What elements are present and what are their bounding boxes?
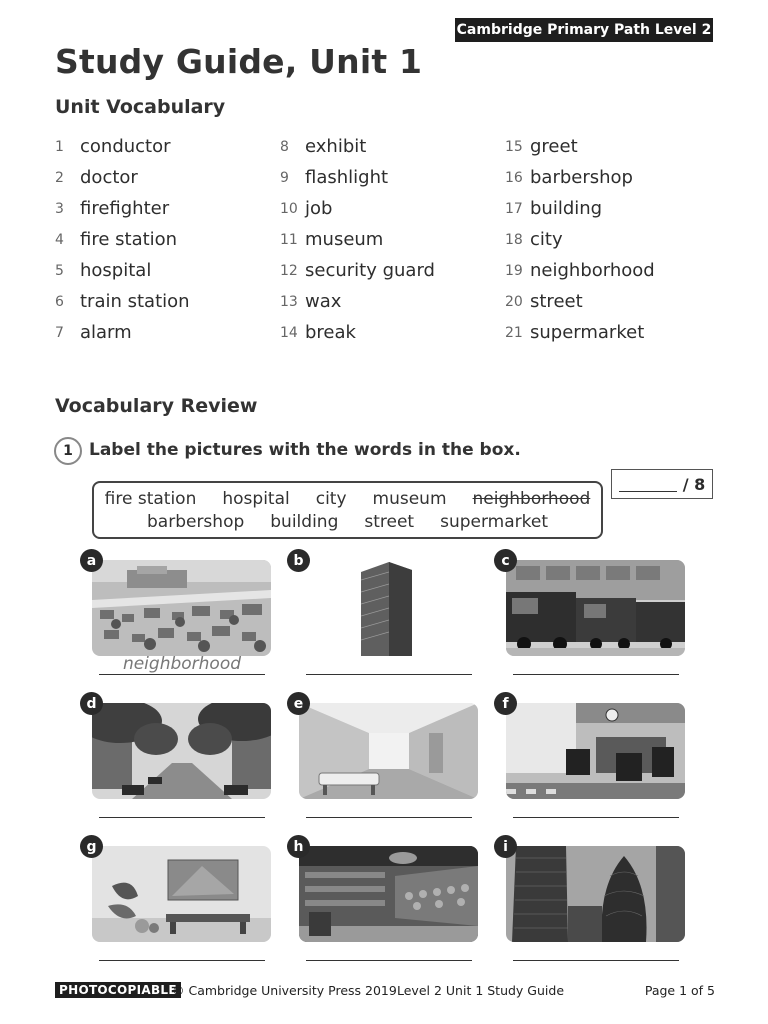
vocab-number: 19 — [505, 262, 523, 279]
vocab-number: 8 — [280, 138, 289, 155]
word-box-word: fire station — [104, 489, 197, 509]
vocab-word: supermarket — [530, 322, 645, 343]
vocab-word: wax — [305, 291, 342, 312]
vocab-item — [280, 317, 435, 348]
answer-line[interactable] — [306, 817, 472, 818]
vocab-number: 15 — [505, 138, 523, 155]
vocab-word: hospital — [80, 260, 152, 281]
vocab-item — [505, 131, 655, 162]
vocab-word: city — [530, 229, 563, 250]
vocab-number: 17 — [505, 200, 523, 217]
answer-line[interactable] — [306, 674, 472, 675]
supermarket-aisle-photo — [299, 846, 478, 942]
museum-exhibit-photo — [92, 846, 271, 942]
vocab-item — [505, 193, 655, 224]
word-box-word: supermarket — [440, 512, 548, 532]
vocab-word: street — [530, 291, 583, 312]
vocab-word: greet — [530, 136, 578, 157]
vocab-number: 14 — [280, 324, 298, 341]
vocab-item — [55, 317, 190, 348]
vocab-word: neighborhood — [530, 260, 655, 281]
picture-letter: a — [80, 549, 103, 572]
vocab-word: job — [305, 198, 333, 219]
picture-letter: b — [287, 549, 310, 572]
vocab-number: 10 — [280, 200, 298, 217]
vocab-number: 12 — [280, 262, 298, 279]
answer-line[interactable] — [513, 817, 679, 818]
page-title: Study Guide, Unit 1 — [55, 42, 423, 81]
vocab-word: barbershop — [530, 167, 633, 188]
picture-letter: i — [494, 835, 517, 858]
vocab-number: 1 — [55, 138, 64, 155]
fire-trucks-photo — [506, 560, 685, 656]
vocab-number: 21 — [505, 324, 523, 341]
vocab-word: museum — [305, 229, 384, 250]
exercise-instruction: Label the pictures with the words in the box. — [89, 440, 521, 460]
picture-letter: g — [80, 835, 103, 858]
vocab-item — [505, 162, 655, 193]
word-box-row — [94, 489, 601, 509]
vocab-item — [55, 193, 190, 224]
word-box-word: city — [315, 489, 347, 509]
vocab-number: 7 — [55, 324, 64, 341]
vocab-number: 5 — [55, 262, 64, 279]
vocab-number: 11 — [280, 231, 298, 248]
vocab-number: 18 — [505, 231, 523, 248]
word-box-word: hospital — [222, 489, 290, 509]
vocab-item — [55, 131, 190, 162]
series-badge: Cambridge Primary Path Level 2 — [455, 18, 713, 42]
vocab-word: flashlight — [305, 167, 389, 188]
picture-letter: d — [80, 692, 103, 715]
answer-line[interactable] — [99, 674, 265, 675]
vocab-word: train station — [80, 291, 190, 312]
vocab-word: doctor — [80, 167, 138, 188]
vocab-item — [280, 286, 435, 317]
answer-line[interactable] — [513, 960, 679, 961]
vocab-item — [280, 162, 435, 193]
vocab-word: fire station — [80, 229, 178, 250]
word-box-word-struck: neighborhood — [472, 489, 591, 509]
vocab-item — [280, 224, 435, 255]
vocab-item — [280, 193, 435, 224]
vocab-word: conductor — [80, 136, 171, 157]
vocab-column-3 — [505, 131, 655, 348]
vocab-item — [55, 224, 190, 255]
vocab-item — [55, 255, 190, 286]
picture-letter: f — [494, 692, 517, 715]
picture-letter: c — [494, 549, 517, 572]
word-box-word: building — [270, 512, 339, 532]
photocopiable-badge: PHOTOCOPIABLE — [55, 982, 181, 998]
vocab-item — [280, 255, 435, 286]
word-box-word: barbershop — [147, 512, 245, 532]
vocab-item — [505, 317, 655, 348]
document-label: Level 2 Unit 1 Study Guide — [397, 983, 565, 998]
vocab-item — [505, 255, 655, 286]
tall-building-photo — [299, 560, 478, 656]
vocab-number: 16 — [505, 169, 523, 186]
answer-line[interactable] — [99, 817, 265, 818]
vocab-word: security guard — [305, 260, 435, 281]
copyright-notice: © Cambridge University Press 2019 — [172, 983, 397, 998]
vocab-number: 9 — [280, 169, 289, 186]
vocab-word: exhibit — [305, 136, 367, 157]
score-total: / 8 — [682, 474, 706, 494]
vocab-number: 13 — [280, 293, 298, 310]
vocab-item — [505, 286, 655, 317]
answer-line[interactable] — [513, 674, 679, 675]
vocab-number: 20 — [505, 293, 523, 310]
word-box-row — [94, 512, 601, 532]
footer — [55, 982, 715, 1000]
vocab-word: building — [530, 198, 603, 219]
picture-letter: h — [287, 835, 310, 858]
vocab-item — [55, 286, 190, 317]
exercise-number-badge: 1 — [54, 437, 82, 465]
vocab-number: 4 — [55, 231, 64, 248]
vocab-word: break — [305, 322, 356, 343]
aerial-neighborhood-photo — [92, 560, 271, 656]
vocab-word: alarm — [80, 322, 132, 343]
vocab-column-1 — [55, 131, 190, 348]
answer-line[interactable] — [99, 960, 265, 961]
vocab-item — [55, 162, 190, 193]
page-number: Page 1 of 5 — [644, 983, 715, 998]
tree-lined-street-photo — [92, 703, 271, 799]
vocab-item — [280, 131, 435, 162]
barbershop-interior-photo — [506, 703, 685, 799]
vocabulary-heading: Unit Vocabulary — [55, 96, 226, 118]
vocab-number: 3 — [55, 200, 64, 217]
hospital-corridor-photo — [299, 703, 478, 799]
word-box-word: street — [364, 512, 415, 532]
picture-letter: e — [287, 692, 310, 715]
vocabulary-review-heading: Vocabulary Review — [55, 395, 258, 417]
score-blank — [619, 477, 677, 492]
vocab-number: 6 — [55, 293, 64, 310]
vocab-column-2 — [280, 131, 435, 348]
word-box-word: museum — [372, 489, 447, 509]
vocab-item — [505, 224, 655, 255]
city-skyline-photo — [506, 846, 685, 942]
answer-line[interactable] — [306, 960, 472, 961]
score-box — [611, 469, 713, 499]
word-box — [92, 481, 603, 539]
vocab-number: 2 — [55, 169, 64, 186]
vocab-word: firefighter — [80, 198, 170, 219]
example-answer: neighborhood — [122, 654, 242, 674]
